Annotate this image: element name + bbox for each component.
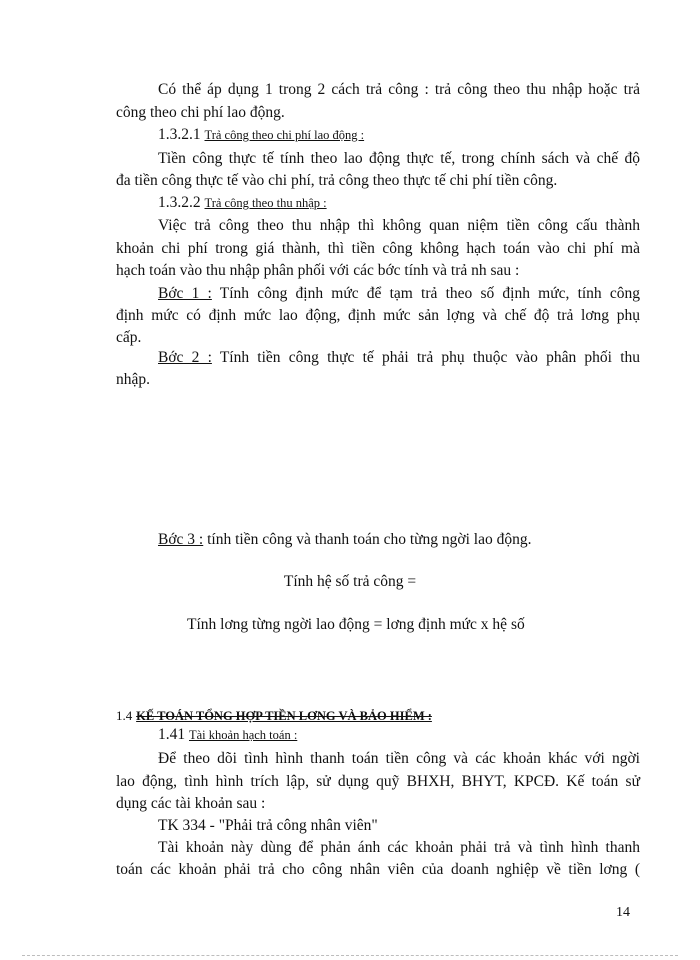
step1-label: Bớc 1 : xyxy=(158,285,212,302)
formula-luong: Tính lơng từng ngời lao động = lơng định mức x hệ số xyxy=(187,616,525,633)
step1-line1 xyxy=(158,284,640,304)
step2-line1 xyxy=(158,348,640,368)
heading-141 xyxy=(158,725,297,745)
para2-line1: Tiền công thực tế tính theo lao động thực tế, trong chính sách và chế độ xyxy=(158,150,640,167)
heading-1322-title: Trả công theo thu nhập : xyxy=(204,196,327,210)
para4-line2: lao động, tình hình trích lập, sử dụng quỹ BHXH, BHYT, KPCĐ. Kế toán sử xyxy=(116,773,640,790)
heading-14-title: KẾ TOÁN TỔNG HỢP TIỀN LƠNG VÀ BẢO HIỂM : xyxy=(136,709,432,723)
step1-line2: định mức có định mức lao động, định mức sản lợng và chế độ trả lơng phụ xyxy=(116,307,640,324)
heading-14 xyxy=(116,706,432,726)
para2-line2: đa tiền công thực tế vào chi phí, trả công theo thực tế chi phí tiền công. xyxy=(116,172,558,189)
para3-line3: hạch toán vào thu nhập phân phối với các bớc tính và trả nh sau : xyxy=(116,262,520,279)
para5-line1: Tài khoản này dùng để phản ánh các khoản phải trả và tình hình thanh xyxy=(158,839,640,856)
para5-line2: toán các khoản phải trả cho công nhân viên của doanh nghiệp về tiền lơng ( xyxy=(116,861,640,878)
step2-line2: nhập. xyxy=(116,371,151,388)
heading-1321-number: 1.3.2.1 xyxy=(158,126,201,143)
para1-line2: công theo chi phí lao động. xyxy=(116,104,285,121)
para1-line1: Có thể áp dụng 1 trong 2 cách trả công : trả công theo thu nhập hoặc trả xyxy=(158,81,640,98)
heading-1322-number: 1.3.2.2 xyxy=(158,194,201,211)
heading-1322 xyxy=(158,193,327,213)
heading-1321 xyxy=(158,125,364,145)
step2-text: Tính tiền công thực tế phải trả phụ thuộc vào phân phối thu xyxy=(211,349,640,366)
step3-text: tính tiền công và thanh toán cho từng ngời lao động. xyxy=(203,531,532,548)
heading-141-title: Tài khoản hạch toán : xyxy=(189,728,298,742)
para3-line2: khoản chi phí trong giá thành, thì tiền công không hạch toán vào chi phí mà xyxy=(116,240,640,257)
step2-label: Bớc 2 : xyxy=(158,349,212,366)
para4-line1: Để theo dõi tình hình thanh toán tiền công và các khoản khác với ngời xyxy=(158,750,640,767)
step3-label: Bớc 3 : xyxy=(158,531,204,548)
para3-line1: Việc trả công theo thu nhập thì không quan niệm tiền công cấu thành xyxy=(158,217,640,234)
page-bottom-edge xyxy=(22,955,678,956)
heading-1321-title: Trả công theo chi phí lao động : xyxy=(204,128,365,142)
formula-he-so: Tính hệ số trả công = xyxy=(283,573,417,590)
heading-14-number: 1.4 xyxy=(116,708,133,723)
tk334-line: TK 334 - "Phải trả công nhân viên" xyxy=(158,817,378,834)
step1-text: Tính công định mức để tạm trả theo số định mức, tính công xyxy=(211,285,640,302)
page-number: 14 xyxy=(616,905,630,920)
heading-141-number: 1.41 xyxy=(158,726,186,743)
step3-line xyxy=(158,530,532,550)
para4-line3: dụng các tài khoản sau : xyxy=(116,795,266,812)
step1-line3: cấp. xyxy=(116,329,142,346)
